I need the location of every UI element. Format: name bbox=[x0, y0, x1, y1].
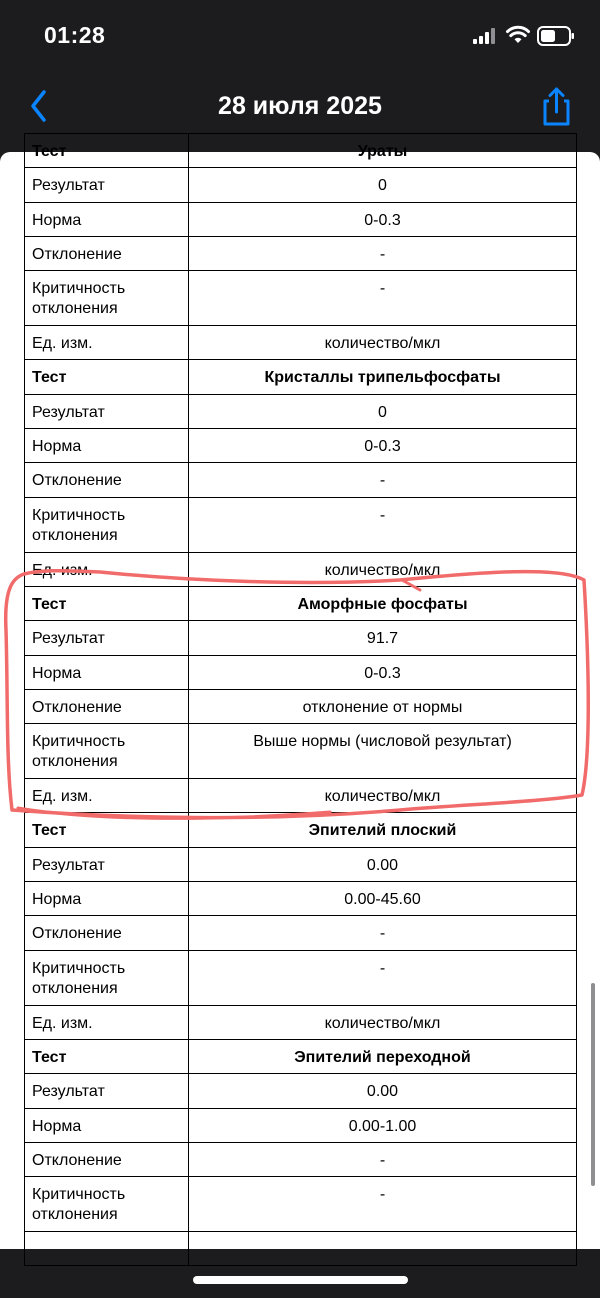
battery-icon bbox=[537, 26, 575, 46]
test-name: Эпителий переходной bbox=[189, 1039, 577, 1073]
table-row bbox=[25, 950, 577, 1005]
row-value: 0-0.3 bbox=[189, 655, 577, 689]
test-name: Ураты bbox=[189, 134, 577, 168]
row-label: Норма bbox=[25, 655, 189, 689]
row-label: Критичность отклонения bbox=[25, 1177, 189, 1232]
row-value: - bbox=[189, 463, 577, 497]
row-value bbox=[189, 1232, 577, 1266]
table-row bbox=[25, 552, 577, 586]
row-label: Норма bbox=[25, 1108, 189, 1142]
test-name: Эпителий плоский bbox=[189, 813, 577, 847]
row-value: - bbox=[189, 916, 577, 950]
page-title: 28 июля 2025 bbox=[218, 92, 382, 120]
row-value: 0.00-1.00 bbox=[189, 1108, 577, 1142]
wifi-icon bbox=[506, 25, 530, 45]
row-value: 0.00 bbox=[189, 1074, 577, 1108]
row-label: Критичность отклонения bbox=[25, 950, 189, 1005]
table-row bbox=[25, 882, 577, 916]
table-row bbox=[25, 655, 577, 689]
table-row bbox=[25, 1005, 577, 1039]
row-label: Отклонение bbox=[25, 236, 189, 270]
row-label: Отклонение bbox=[25, 1142, 189, 1176]
row-value: 0.00-45.60 bbox=[189, 882, 577, 916]
row-label: Ед. изм. bbox=[25, 326, 189, 360]
row-value: Выше нормы (числовой результат) bbox=[189, 724, 577, 779]
status-bar bbox=[0, 0, 600, 70]
table-row bbox=[25, 463, 577, 497]
table-row bbox=[25, 202, 577, 236]
row-value: 0 bbox=[189, 168, 577, 202]
scroll-indicator[interactable] bbox=[591, 983, 595, 1186]
row-label: Результат bbox=[25, 394, 189, 428]
row-label: Отклонение bbox=[25, 689, 189, 723]
row-label: Результат bbox=[25, 168, 189, 202]
test-header-row bbox=[25, 1039, 577, 1073]
table-row bbox=[25, 429, 577, 463]
document-viewer[interactable] bbox=[0, 143, 600, 1249]
row-label: Ед. изм. bbox=[25, 779, 189, 813]
table-row bbox=[25, 847, 577, 881]
row-value: 0-0.3 bbox=[189, 202, 577, 236]
test-header-row bbox=[25, 134, 577, 168]
table-row bbox=[25, 236, 577, 270]
row-label: Результат bbox=[25, 847, 189, 881]
row-label: Критичность отклонения bbox=[25, 271, 189, 326]
table-row bbox=[25, 1108, 577, 1142]
row-value: количество/мкл bbox=[189, 326, 577, 360]
test-header-row bbox=[25, 360, 577, 394]
row-label: Тест bbox=[25, 813, 189, 847]
row-label bbox=[25, 1232, 189, 1266]
row-label: Ед. изм. bbox=[25, 1005, 189, 1039]
row-label: Критичность отклонения bbox=[25, 724, 189, 779]
test-name: Кристаллы трипельфосфаты bbox=[189, 360, 577, 394]
share-button[interactable] bbox=[536, 84, 576, 128]
row-label: Ед. изм. bbox=[25, 552, 189, 586]
row-label: Результат bbox=[25, 1074, 189, 1108]
lab-results-table bbox=[24, 133, 577, 1266]
row-value: - bbox=[189, 497, 577, 552]
row-label: Тест bbox=[25, 586, 189, 620]
table-row bbox=[25, 497, 577, 552]
table-row bbox=[25, 1142, 577, 1176]
test-name: Аморфные фосфаты bbox=[189, 586, 577, 620]
row-value: 0-0.3 bbox=[189, 429, 577, 463]
row-label: Критичность отклонения bbox=[25, 497, 189, 552]
row-label: Результат bbox=[25, 621, 189, 655]
row-label: Норма bbox=[25, 202, 189, 236]
cellular-signal-icon bbox=[473, 28, 497, 44]
row-value: 91.7 bbox=[189, 621, 577, 655]
lab-results-table-wrapper bbox=[24, 133, 577, 1266]
share-icon bbox=[536, 84, 576, 128]
row-label: Норма bbox=[25, 882, 189, 916]
table-row bbox=[25, 916, 577, 950]
row-value: - bbox=[189, 1177, 577, 1232]
row-label: Тест bbox=[25, 360, 189, 394]
row-value: - bbox=[189, 271, 577, 326]
table-row bbox=[25, 394, 577, 428]
table-row bbox=[25, 621, 577, 655]
row-value: количество/мкл bbox=[189, 1005, 577, 1039]
table-row bbox=[25, 1074, 577, 1108]
row-value: - bbox=[189, 236, 577, 270]
row-label: Тест bbox=[25, 134, 189, 168]
row-value: количество/мкл bbox=[189, 779, 577, 813]
test-header-row bbox=[25, 813, 577, 847]
row-label: Отклонение bbox=[25, 463, 189, 497]
row-value: - bbox=[189, 950, 577, 1005]
row-label: Норма bbox=[25, 429, 189, 463]
table-row bbox=[25, 326, 577, 360]
row-value: 0.00 bbox=[189, 847, 577, 881]
table-row bbox=[25, 168, 577, 202]
row-label: Тест bbox=[25, 1039, 189, 1073]
row-label: Отклонение bbox=[25, 916, 189, 950]
table-row bbox=[25, 779, 577, 813]
row-value: количество/мкл bbox=[189, 552, 577, 586]
table-row bbox=[25, 271, 577, 326]
status-time: 01:28 bbox=[44, 22, 106, 48]
table-row bbox=[25, 1232, 577, 1266]
row-value: отклонение от нормы bbox=[189, 689, 577, 723]
row-value: - bbox=[189, 1142, 577, 1176]
table-row bbox=[25, 724, 577, 779]
table-row bbox=[25, 1177, 577, 1232]
table-row bbox=[25, 689, 577, 723]
home-indicator[interactable] bbox=[193, 1276, 408, 1284]
test-header-row bbox=[25, 586, 577, 620]
row-value: 0 bbox=[189, 394, 577, 428]
